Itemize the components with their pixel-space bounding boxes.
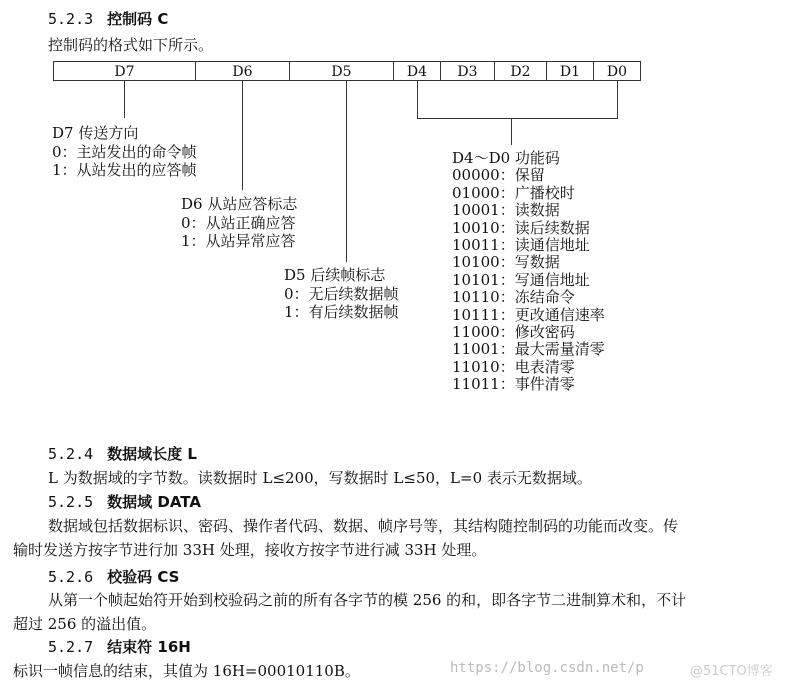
bit-cell-d2: D2 xyxy=(494,61,546,81)
func-bracket xyxy=(417,118,618,119)
heading-5-2-4 xyxy=(48,443,197,464)
function-code-item: 00000：保留 xyxy=(452,166,545,185)
function-code-item: 10001：读数据 xyxy=(452,201,560,220)
d5-connector xyxy=(346,81,347,262)
d5-description xyxy=(284,266,399,322)
paragraph: 超过 256 的溢出值。 xyxy=(13,615,157,633)
d0-bracket-right xyxy=(617,81,618,118)
function-code-item: 11000：修改密码 xyxy=(452,323,575,342)
paragraph: 数据域包括数据标识、密码、操作者代码、数据、帧序号等，其结构随控制码的功能而改变。传 xyxy=(48,517,679,535)
d6-connector xyxy=(242,81,243,190)
section-title: 结束符 16H xyxy=(107,638,191,656)
watermark-url: https://blog.csdn.net/p xyxy=(450,660,644,676)
function-code-item: 10010：读后续数据 xyxy=(452,218,590,237)
heading-5-2-3 xyxy=(48,8,168,29)
paragraph: L 为数据域的字节数。读数据时 L≤200，写数据时 L≤50，L=0 表示无数据域。 xyxy=(48,469,592,487)
function-code-list xyxy=(452,150,605,394)
bit-cell-d1: D1 xyxy=(546,61,593,81)
func-connector xyxy=(511,118,512,145)
section-number: 5.2.4 xyxy=(48,445,94,463)
d6-description xyxy=(181,195,297,251)
function-code-title: D4～D0 功能码 xyxy=(452,149,560,167)
section-title: 控制码 C xyxy=(107,10,169,28)
bit-cell-d3: D3 xyxy=(440,61,494,81)
d6-value-1: 1：从站异常应答 xyxy=(181,232,296,250)
d4-bracket-left xyxy=(417,81,418,118)
section-number: 5.2.3 xyxy=(48,10,94,28)
bit-cell-d0: D0 xyxy=(593,61,641,81)
function-code-item: 10100：写数据 xyxy=(452,253,560,272)
d6-title: D6 从站应答标志 xyxy=(181,195,298,213)
function-code-item: 10101：写通信地址 xyxy=(452,270,590,289)
paragraph: 从第一个帧起始符开始到校验码之前的所有各字节的模 256 的和，即各字节二进制算术和，不计 xyxy=(48,591,687,609)
d5-value-0: 0：无后续数据帧 xyxy=(284,284,399,303)
bit-cell-d7: D7 xyxy=(53,61,195,81)
function-code-item: 11011：事件清零 xyxy=(452,375,575,394)
d7-description xyxy=(52,124,197,180)
bit-cell-d4: D4 xyxy=(393,61,440,81)
function-code-item: 10011：读通信地址 xyxy=(452,236,590,255)
section-number: 5.2.5 xyxy=(48,493,94,511)
d7-value-1: 1：从站发出的应答帧 xyxy=(52,161,197,179)
section-title: 校验码 CS xyxy=(107,568,180,586)
d5-title: D5 后续帧标志 xyxy=(284,266,386,284)
heading-5-2-5 xyxy=(48,491,201,512)
paragraph: 标识一帧信息的结束，其值为 16H=00010110B。 xyxy=(13,662,360,680)
function-code-item: 10111：更改通信速率 xyxy=(452,305,605,324)
d5-value-1: 1：有后续数据帧 xyxy=(284,303,399,321)
heading-5-2-6 xyxy=(48,566,179,587)
section-number: 5.2.6 xyxy=(48,568,94,586)
intro-text: 控制码的格式如下所示。 xyxy=(48,36,214,54)
d7-title: D7 传送方向 xyxy=(52,124,139,142)
function-code-item: 01000：广播校时 xyxy=(452,183,575,202)
bit-cell-d5: D5 xyxy=(289,61,393,81)
bit-cell-d6: D6 xyxy=(195,61,289,81)
d6-value-0: 0：从站正确应答 xyxy=(181,213,296,232)
d7-connector xyxy=(124,81,125,118)
function-code-item: 11001：最大需量清零 xyxy=(452,340,605,359)
d7-value-0: 0：主站发出的命令帧 xyxy=(52,142,197,161)
function-code-item: 10110：冻结命令 xyxy=(452,288,575,307)
section-number: 5.2.7 xyxy=(48,638,94,656)
section-title: 数据域 DATA xyxy=(107,493,201,511)
paragraph: 输时发送方按字节进行加 33H 处理，接收方按字节进行减 33H 处理。 xyxy=(13,541,487,559)
heading-5-2-7 xyxy=(48,636,191,657)
function-code-item: 11010：电表清零 xyxy=(452,357,575,376)
section-title: 数据域长度 L xyxy=(107,445,197,463)
watermark-brand: @51CTO博客 xyxy=(690,664,773,679)
